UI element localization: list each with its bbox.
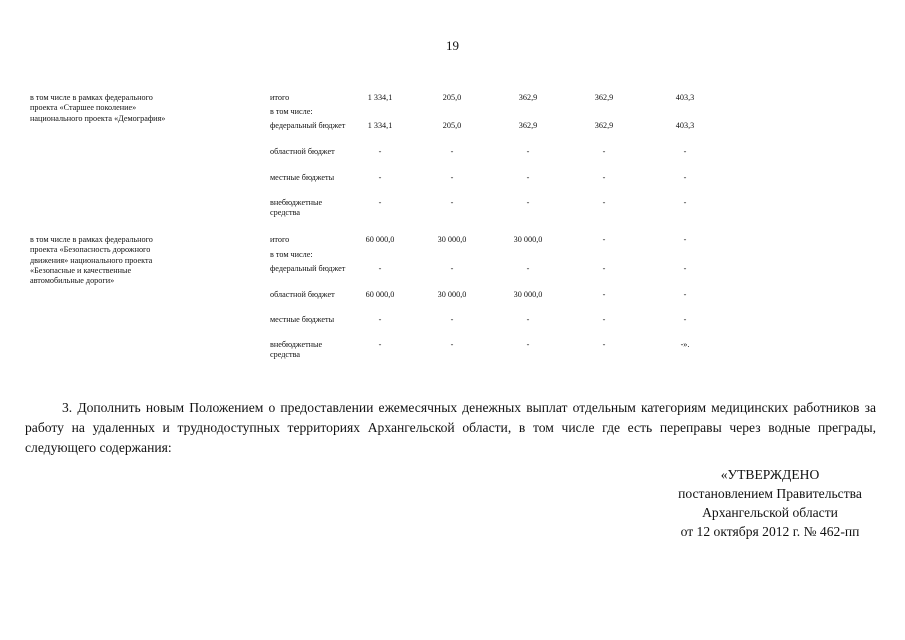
row-label: областной бюджет: [270, 147, 335, 156]
cell-value: -: [602, 235, 606, 244]
cell-value: -: [526, 264, 530, 273]
amendment-paragraph: 3. Дополнить новым Положением о предоставлении ежемесячных денежных выплат отдельным категориям медицинских работников за работу на удаленных и труднодоступных территориях Архангельской области, в том числе где есть переправы через водные преграды, следующего содержания:: [25, 400, 876, 455]
approval-line: «УТВЕРЖДЕНО: [720, 467, 820, 482]
cell-value: 30 000,0: [437, 235, 467, 244]
cell-value: 30 000,0: [513, 235, 543, 244]
row-label: местные бюджеты: [270, 315, 335, 324]
cell-value: 362,9: [594, 121, 614, 130]
cell-value: -: [378, 264, 382, 273]
row-label: федеральный бюджет: [270, 264, 346, 273]
row-label: в том числе:: [270, 250, 313, 259]
cell-value: -: [683, 235, 687, 244]
cell-value: 362,9: [594, 93, 614, 102]
cell-value: 205,0: [442, 121, 462, 130]
row-label: областной бюджет: [270, 290, 335, 299]
cell-value: -: [450, 173, 454, 182]
page-number: 19: [446, 38, 459, 53]
cell-value: 362,9: [518, 93, 538, 102]
cell-value: -: [450, 264, 454, 273]
cell-value: -: [683, 198, 687, 207]
approval-line: Архангельской области: [702, 505, 838, 520]
cell-value: -: [683, 264, 687, 273]
cell-value: -: [450, 147, 454, 156]
cell-value: -: [526, 340, 530, 349]
row-label: федеральный бюджет: [270, 121, 346, 130]
cell-value: -: [378, 340, 382, 349]
row-label: в том числе:: [270, 107, 313, 116]
cell-value: -: [526, 147, 530, 156]
cell-value: -: [683, 147, 687, 156]
cell-value: 403,3: [675, 93, 695, 102]
cell-value: 205,0: [442, 93, 462, 102]
project-description: в том числе в рамках федерального проекта «Старшее поколение» национального проекта «Демография»: [30, 93, 166, 123]
cell-value: -: [378, 173, 382, 182]
cell-value: -».: [680, 340, 690, 349]
cell-value: 362,9: [518, 121, 538, 130]
cell-value: -: [378, 147, 382, 156]
cell-value: 60 000,0: [365, 235, 395, 244]
cell-value: -: [602, 315, 606, 324]
approval-line: постановлением Правительства: [678, 486, 862, 501]
cell-value: 30 000,0: [513, 290, 543, 299]
cell-value: -: [602, 198, 606, 207]
approval-stamp: [640, 465, 900, 541]
approval-line: от 12 октября 2012 г. № 462-пп: [680, 524, 860, 539]
row-label: внебюджетные средства: [270, 340, 323, 360]
cell-value: -: [526, 198, 530, 207]
project-description: в том числе в рамках федерального проекта «Безопасность дорожного движения» национального проекта «Безопасные и качественные автомобильные дороги»: [30, 235, 153, 286]
row-label: итого: [270, 235, 290, 244]
cell-value: 30 000,0: [437, 290, 467, 299]
cell-value: -: [602, 290, 606, 299]
cell-value: -: [602, 173, 606, 182]
row-label: местные бюджеты: [270, 173, 335, 182]
cell-value: -: [450, 340, 454, 349]
row-label: внебюджетные средства: [270, 198, 323, 218]
cell-value: -: [378, 198, 382, 207]
cell-value: 60 000,0: [365, 290, 395, 299]
cell-value: 403,3: [675, 121, 695, 130]
cell-value: -: [602, 264, 606, 273]
cell-value: -: [602, 340, 606, 349]
cell-value: 1 334,1: [367, 121, 393, 130]
cell-value: -: [526, 315, 530, 324]
cell-value: -: [683, 315, 687, 324]
cell-value: -: [378, 315, 382, 324]
row-label: итого: [270, 93, 290, 102]
cell-value: -: [450, 315, 454, 324]
cell-value: -: [683, 290, 687, 299]
cell-value: -: [450, 198, 454, 207]
cell-value: -: [683, 173, 687, 182]
cell-value: -: [602, 147, 606, 156]
cell-value: -: [526, 173, 530, 182]
cell-value: 1 334,1: [367, 93, 393, 102]
